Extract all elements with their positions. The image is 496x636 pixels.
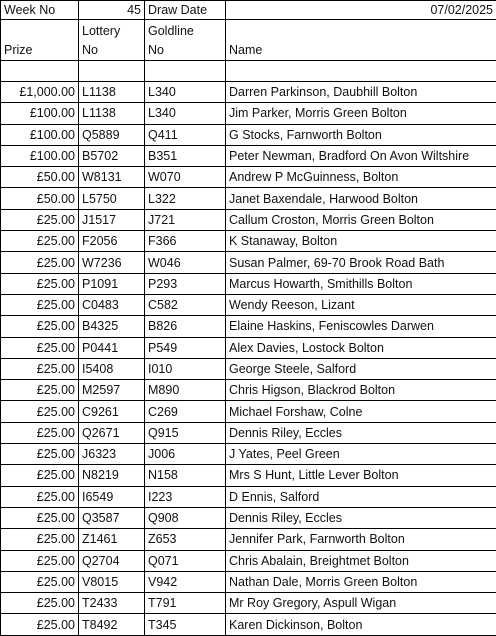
goldline-number-cell: L340	[145, 82, 226, 103]
table-row	[1, 167, 496, 188]
lottery-number-cell: W8131	[79, 167, 145, 188]
lottery-number-cell: C0483	[79, 294, 145, 315]
goldline-number-cell: Z653	[145, 529, 226, 550]
lottery-number-cell: P1091	[79, 273, 145, 294]
winner-name-cell: Andrew P McGuinness, Bolton	[226, 167, 496, 188]
table-row	[1, 465, 496, 486]
prize-cell: £25.00	[1, 273, 79, 294]
lottery-header	[79, 20, 145, 61]
goldline-number-cell: Q908	[145, 507, 226, 528]
lottery-number-cell: L1138	[79, 82, 145, 103]
lottery-number-cell: C9261	[79, 401, 145, 422]
table-row	[1, 529, 496, 550]
goldline-header-line1: Goldline	[148, 22, 222, 41]
goldline-number-cell: W046	[145, 252, 226, 273]
blank-cell	[79, 61, 145, 82]
winner-name-cell: Mr Roy Gregory, Aspull Wigan	[226, 593, 496, 614]
prize-cell: £25.00	[1, 507, 79, 528]
goldline-number-cell: P293	[145, 273, 226, 294]
winner-name-cell: Wendy Reeson, Lizant	[226, 294, 496, 315]
lottery-number-cell: Q3587	[79, 507, 145, 528]
goldline-number-cell: B826	[145, 316, 226, 337]
table-row	[1, 593, 496, 614]
table-row	[1, 444, 496, 465]
winner-name-cell: Dennis Riley, Eccles	[226, 507, 496, 528]
prize-cell: £25.00	[1, 380, 79, 401]
goldline-header-line2: No	[148, 41, 222, 60]
table-row	[1, 358, 496, 379]
lottery-number-cell: F2056	[79, 231, 145, 252]
winner-name-cell: Michael Forshaw, Colne	[226, 401, 496, 422]
prize-cell: £25.00	[1, 614, 79, 635]
prize-cell: £25.00	[1, 550, 79, 571]
goldline-number-cell: M890	[145, 380, 226, 401]
prize-cell: £50.00	[1, 188, 79, 209]
prize-cell: £25.00	[1, 593, 79, 614]
goldline-number-cell: F366	[145, 231, 226, 252]
lottery-number-cell: Q2671	[79, 422, 145, 443]
table-row	[1, 145, 496, 166]
blank-cell	[1, 61, 79, 82]
table-row	[1, 507, 496, 528]
goldline-number-cell: C582	[145, 294, 226, 315]
prize-cell: £25.00	[1, 231, 79, 252]
goldline-number-cell: V942	[145, 571, 226, 592]
header-row-week	[1, 1, 496, 20]
prize-cell: £25.00	[1, 316, 79, 337]
lottery-number-cell: J6323	[79, 444, 145, 465]
lottery-number-cell: J1517	[79, 209, 145, 230]
prize-cell: £25.00	[1, 358, 79, 379]
prize-cell: £25.00	[1, 571, 79, 592]
prize-cell: £100.00	[1, 103, 79, 124]
goldline-number-cell: Q411	[145, 124, 226, 145]
winner-name-cell: Peter Newman, Bradford On Avon Wiltshire	[226, 145, 496, 166]
lottery-number-cell: L5750	[79, 188, 145, 209]
table-row	[1, 294, 496, 315]
prize-cell: £25.00	[1, 465, 79, 486]
table-row	[1, 550, 496, 571]
goldline-number-cell: L322	[145, 188, 226, 209]
blank-row	[1, 61, 496, 82]
winner-name-cell: Alex Davies, Lostock Bolton	[226, 337, 496, 358]
name-header: Name	[226, 20, 496, 61]
lottery-number-cell: I5408	[79, 358, 145, 379]
winner-name-cell: George Steele, Salford	[226, 358, 496, 379]
lottery-number-cell: Z1461	[79, 529, 145, 550]
blank-cell	[226, 61, 496, 82]
goldline-number-cell: Q915	[145, 422, 226, 443]
draw-date-value: 07/02/2025	[226, 1, 496, 20]
lottery-number-cell: B4325	[79, 316, 145, 337]
goldline-number-cell: T791	[145, 593, 226, 614]
prize-cell: £50.00	[1, 167, 79, 188]
lottery-number-cell: N8219	[79, 465, 145, 486]
winner-name-cell: Marcus Howarth, Smithills Bolton	[226, 273, 496, 294]
winner-name-cell: Karen Dickinson, Bolton	[226, 614, 496, 635]
prize-cell: £25.00	[1, 252, 79, 273]
table-row	[1, 316, 496, 337]
winner-name-cell: Jim Parker, Morris Green Bolton	[226, 103, 496, 124]
goldline-header	[145, 20, 226, 61]
week-value: 45	[79, 1, 145, 20]
lottery-header-line2: No	[82, 41, 141, 60]
draw-date-label: Draw Date	[145, 1, 226, 20]
winner-name-cell: Dennis Riley, Eccles	[226, 422, 496, 443]
week-label: Week No	[1, 1, 79, 20]
table-row	[1, 82, 496, 103]
prize-cell: £25.00	[1, 401, 79, 422]
winner-name-cell: J Yates, Peel Green	[226, 444, 496, 465]
lottery-number-cell: B5702	[79, 145, 145, 166]
table-row	[1, 380, 496, 401]
goldline-number-cell: C269	[145, 401, 226, 422]
goldline-number-cell: J006	[145, 444, 226, 465]
winner-name-cell: Elaine Haskins, Feniscowles Darwen	[226, 316, 496, 337]
prize-cell: £1,000.00	[1, 82, 79, 103]
table-row	[1, 188, 496, 209]
prize-cell: £25.00	[1, 486, 79, 507]
goldline-number-cell: W070	[145, 167, 226, 188]
winner-name-cell: G Stocks, Farnworth Bolton	[226, 124, 496, 145]
table-row	[1, 103, 496, 124]
lottery-number-cell: W7236	[79, 252, 145, 273]
winner-name-cell: D Ennis, Salford	[226, 486, 496, 507]
goldline-number-cell: L340	[145, 103, 226, 124]
prize-cell: £25.00	[1, 444, 79, 465]
winner-name-cell: Nathan Dale, Morris Green Bolton	[226, 571, 496, 592]
winner-name-cell: Mrs S Hunt, Little Lever Bolton	[226, 465, 496, 486]
lottery-number-cell: I6549	[79, 486, 145, 507]
prize-cell: £25.00	[1, 529, 79, 550]
table-row	[1, 252, 496, 273]
prize-cell: £100.00	[1, 124, 79, 145]
table-row	[1, 614, 496, 635]
lottery-number-cell: Q2704	[79, 550, 145, 571]
lottery-number-cell: T8492	[79, 614, 145, 635]
table-row	[1, 486, 496, 507]
goldline-number-cell: I223	[145, 486, 226, 507]
lottery-number-cell: P0441	[79, 337, 145, 358]
blank-cell	[145, 61, 226, 82]
table-row	[1, 273, 496, 294]
table-row	[1, 422, 496, 443]
prize-cell: £25.00	[1, 294, 79, 315]
table-row	[1, 571, 496, 592]
goldline-number-cell: T345	[145, 614, 226, 635]
lottery-number-cell: L1138	[79, 103, 145, 124]
goldline-number-cell: B351	[145, 145, 226, 166]
winner-name-cell: Chris Abalain, Breightmet Bolton	[226, 550, 496, 571]
table-row	[1, 337, 496, 358]
lottery-header-line1: Lottery	[82, 22, 141, 41]
table-row	[1, 401, 496, 422]
goldline-number-cell: J721	[145, 209, 226, 230]
goldline-number-cell: N158	[145, 465, 226, 486]
prize-cell: £25.00	[1, 422, 79, 443]
lottery-number-cell: T2433	[79, 593, 145, 614]
header-row-columns	[1, 20, 496, 61]
prize-cell: £25.00	[1, 209, 79, 230]
winner-name-cell: Callum Croston, Morris Green Bolton	[226, 209, 496, 230]
lottery-number-cell: V8015	[79, 571, 145, 592]
winner-name-cell: Jennifer Park, Farnworth Bolton	[226, 529, 496, 550]
prize-header: Prize	[1, 20, 79, 61]
table-row	[1, 124, 496, 145]
goldline-number-cell: I010	[145, 358, 226, 379]
winner-name-cell: Janet Baxendale, Harwood Bolton	[226, 188, 496, 209]
table-row	[1, 209, 496, 230]
winner-name-cell: Darren Parkinson, Daubhill Bolton	[226, 82, 496, 103]
table-row	[1, 231, 496, 252]
winner-name-cell: Chris Higson, Blackrod Bolton	[226, 380, 496, 401]
lottery-number-cell: Q5889	[79, 124, 145, 145]
goldline-number-cell: Q071	[145, 550, 226, 571]
winner-name-cell: K Stanaway, Bolton	[226, 231, 496, 252]
winner-name-cell: Susan Palmer, 69-70 Brook Road Bath	[226, 252, 496, 273]
goldline-number-cell: P549	[145, 337, 226, 358]
prize-cell: £100.00	[1, 145, 79, 166]
prize-cell: £25.00	[1, 337, 79, 358]
lottery-number-cell: M2597	[79, 380, 145, 401]
